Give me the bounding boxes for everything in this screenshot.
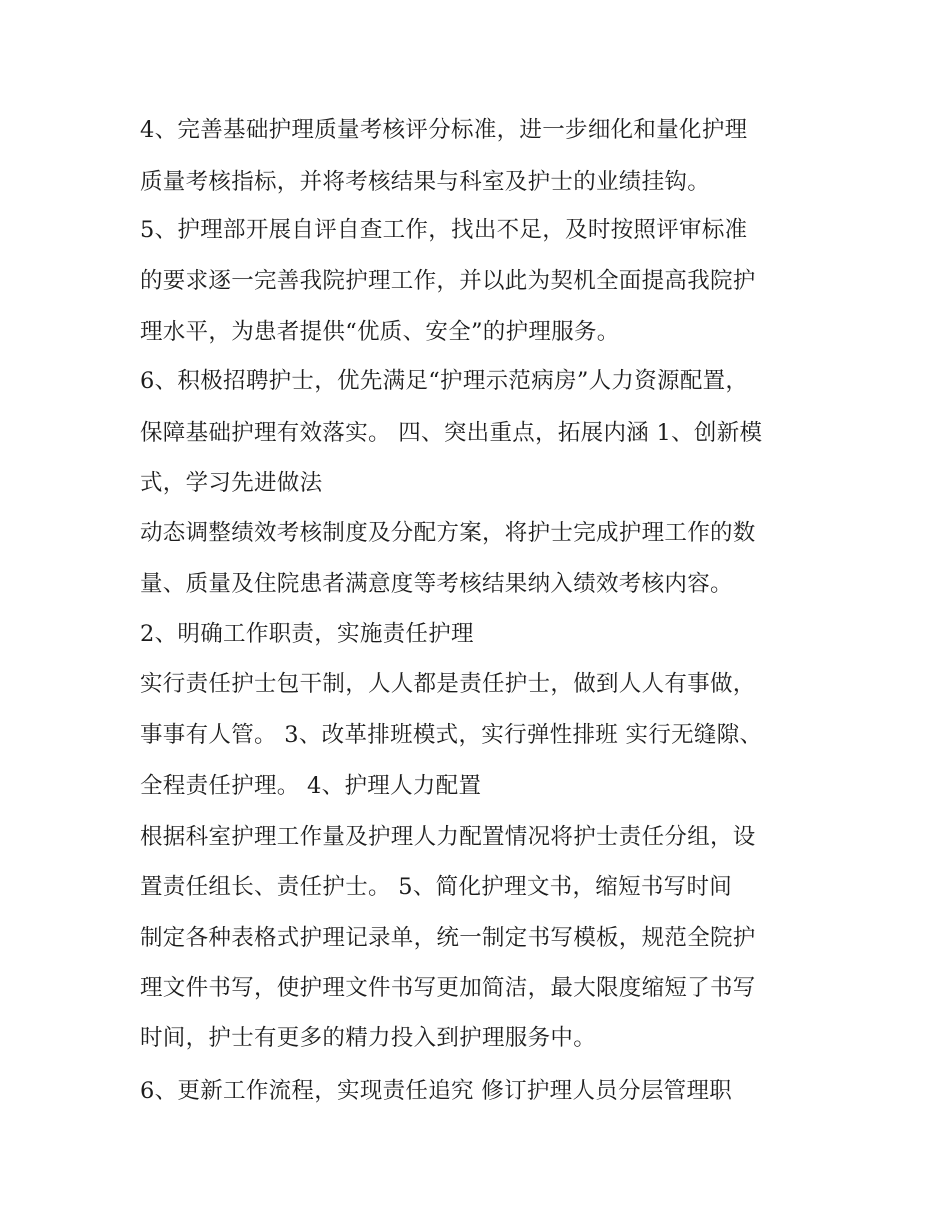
text-line: 2、明确工作职责，实施责任护理 (140, 621, 474, 647)
text-line: 保障基础护理有效落实。 四、突出重点，拓展内涵 1、创新模 (140, 420, 763, 446)
text-line: 实行责任护士包干制，人人都是责任护士，做到人人有事做， (140, 671, 756, 697)
text-line: 4、完善基础护理质量考核评分标准，进一步细化和量化护理 (140, 117, 748, 143)
text-line: 5、护理部开展自评自查工作，找出不足，及时按照评审标准 (140, 217, 748, 243)
text-line: 事事有人管。 3、改革排班模式，实行弹性排班 实行无缝隙、 (140, 722, 763, 748)
text-line: 置责任组长、责任护士。 5、简化护理文书，缩短书写时间 (140, 874, 733, 900)
text-line: 全程责任护理。 4、护理人力配置 (140, 773, 482, 799)
text-line: 6、更新工作流程，实现责任追究 修订护理人员分层管理职 (140, 1078, 733, 1104)
text-line: 质量考核指标，并将考核结果与科室及护士的业绩挂钩。 (140, 169, 711, 195)
text-line: 根据科室护理工作量及护理人力配置情况将护士责任分组，设 (140, 824, 756, 850)
text-line: 时间，护士有更多的精力投入到护理服务中。 (140, 1025, 597, 1051)
text-line: 理文件书写，使护理文件书写更加简洁，最大限度缩短了书写 (140, 975, 756, 1001)
text-line: 量、质量及住院患者满意度等考核结果纳入绩效考核内容。 (140, 571, 733, 597)
text-line: 动态调整绩效考核制度及分配方案，将护士完成护理工作的数 (140, 520, 756, 546)
text-line: 6、积极招聘护士，优先满足“护理示范病房”人力资源配置， (140, 368, 749, 394)
text-line: 式，学习先进做法 (140, 470, 323, 496)
text-line: 制定各种表格式护理记录单，统一制定书写模板，规范全院护 (140, 925, 756, 951)
text-line: 理水平，为患者提供“优质、安全”的护理服务。 (140, 319, 620, 345)
text-line: 的要求逐一完善我院护理工作，并以此为契机全面提高我院护 (140, 268, 756, 294)
